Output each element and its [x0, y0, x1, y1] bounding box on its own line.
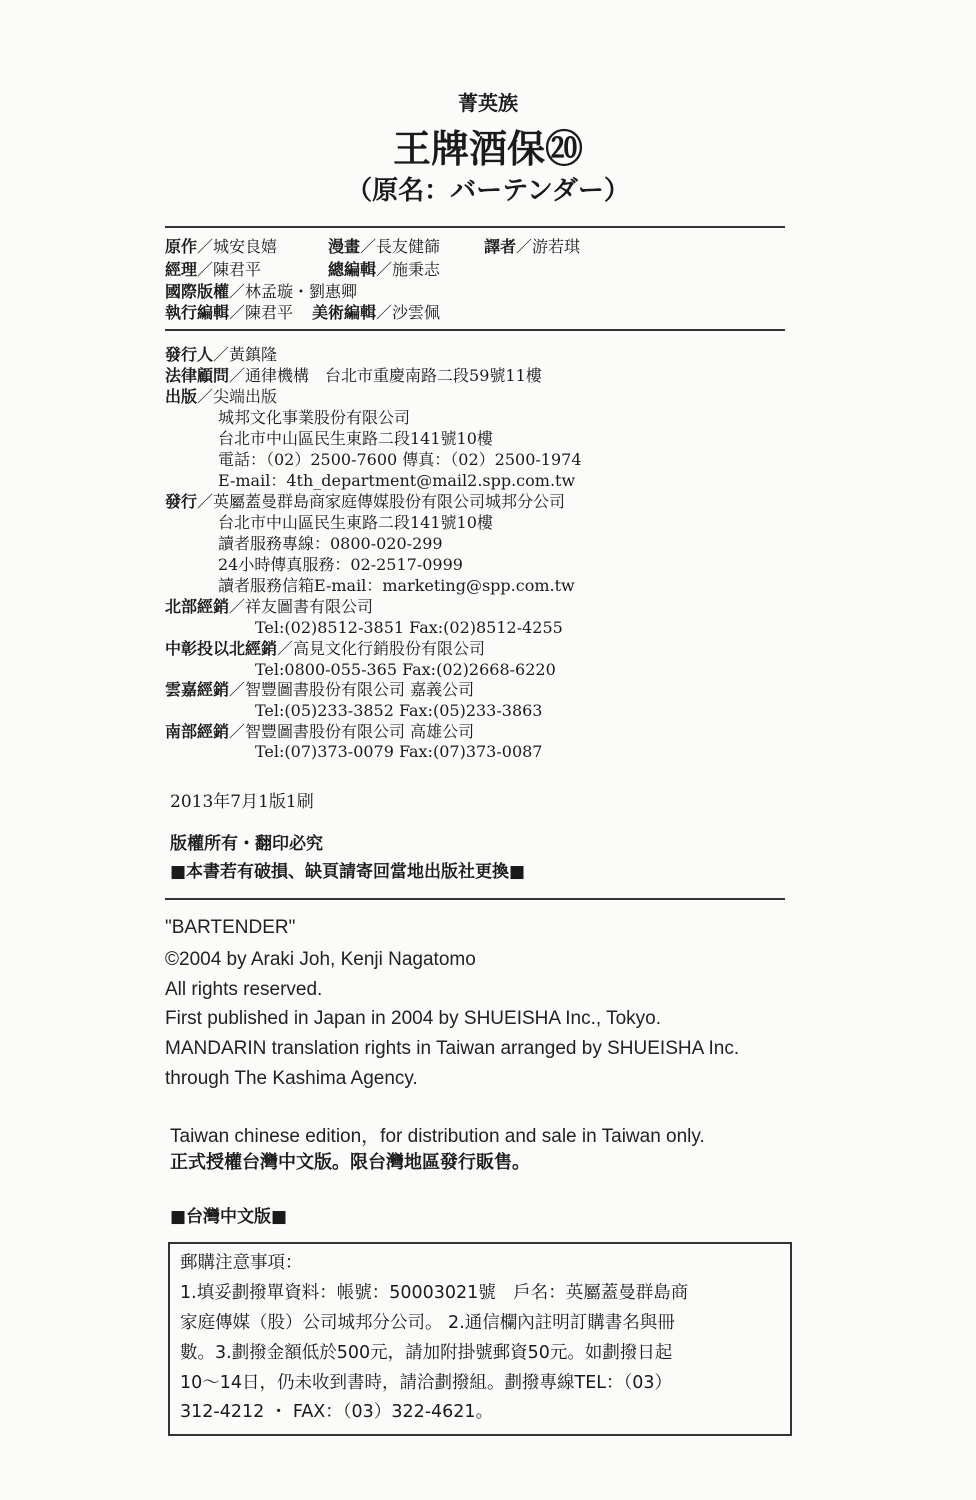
divider — [165, 329, 785, 331]
publishing-line: 電話：（02）2500-7600 傳真：（02）2500-1974 — [218, 450, 582, 469]
english-rights: All rights reserved. — [165, 979, 323, 1000]
credit-artist: 漫畫／長友健篩 — [328, 237, 441, 256]
distributor-central: 中彰投以北經銷／高見文化行銷股份有限公司 — [165, 639, 486, 658]
distribution-line: 讀者服務專線：0800-020-299 — [218, 534, 443, 553]
edition-date: 2013年7月1版1刷 — [170, 792, 314, 812]
credit-translator: 譯者／游若琪 — [484, 237, 581, 256]
edition-label: ■台灣中文版■ — [170, 1207, 288, 1227]
copyright-notice: 版權所有・翻印必究 — [170, 834, 323, 854]
mail-order-heading: 郵購注意事項： — [180, 1253, 303, 1273]
english-agency: through The Kashima Agency. — [165, 1068, 418, 1089]
credit-rights: 國際版權／林孟璇・劉惠卿 — [165, 282, 358, 301]
credit-art-editor: 美術編輯／沙雲佩 — [312, 303, 441, 322]
original-title: （原名：バーテンダー） — [346, 176, 630, 206]
credit-exec-editor: 執行編輯／陳君平 — [165, 303, 294, 322]
series-name: 菁英族 — [458, 91, 518, 115]
publishing: 出版／尖端出版 — [165, 387, 278, 406]
divider — [165, 226, 785, 228]
publishing-line: 台北市中山區民生東路二段141號10樓 — [218, 429, 493, 448]
english-title: "BARTENDER" — [165, 917, 296, 938]
distribution-line: 台北市中山區民生東路二段141號10樓 — [218, 513, 493, 532]
distribution: 發行／英屬蓋曼群島商家庭傳媒股份有限公司城邦分公司 — [165, 492, 566, 511]
distributor-contact: Tel:(05)233-3852 Fax:(05)233-3863 — [255, 701, 543, 720]
english-first-published: First published in Japan in 2004 by SHUEISHA Inc., Tokyo. — [165, 1008, 662, 1029]
mail-order-line: 312-4212 ・ FAX：（03）322-4621。 — [180, 1402, 494, 1422]
distributor-north: 北部經銷／祥友圖書有限公司 — [165, 597, 374, 616]
publisher-person: 發行人／黃鎮隆 — [165, 345, 278, 364]
book-title: 王牌酒保⑳ — [392, 127, 583, 171]
mail-order-line: 10～14日，仍未收到書時，請洽劃撥組。劃撥專線TEL：（03） — [180, 1373, 673, 1393]
replacement-notice: ■本書若有破損、缺頁請寄回當地出版社更換■ — [170, 862, 526, 882]
distribution-email: 讀者服務信箱E-mail：marketing@spp.com.tw — [218, 576, 575, 595]
english-translation: MANDARIN translation rights in Taiwan arranged by SHUEISHA Inc. — [165, 1038, 740, 1059]
distributor-south: 南部經銷／智豐圖書股份有限公司 高雄公司 — [165, 722, 475, 741]
credit-author: 原作／城安良嬉 — [165, 237, 278, 256]
territory-en: Taiwan chinese edition，for distribution and sale in Taiwan only. — [170, 1126, 705, 1147]
mail-order-box — [168, 1242, 792, 1436]
english-copyright: ©2004 by Araki Joh, Kenji Nagatomo — [165, 949, 476, 970]
divider — [165, 898, 785, 900]
distributor-contact: Tel:0800-055-365 Fax:(02)2668-6220 — [255, 660, 556, 679]
mail-order-line: 數。3.劃撥金額低於500元，請加附掛號郵資50元。如劃撥日起 — [180, 1343, 673, 1363]
distributor-contact: Tel:(02)8512-3851 Fax:(02)8512-4255 — [255, 618, 563, 637]
publishing-email: E-mail：4th_department@mail2.spp.com.tw — [218, 471, 576, 490]
distribution-line: 24小時傳真服務：02-2517-0999 — [218, 555, 463, 574]
credit-chief-editor: 總編輯／施秉志 — [328, 260, 441, 279]
publishing-line: 城邦文化事業股份有限公司 — [218, 408, 411, 427]
mail-order-line: 家庭傳媒（股）公司城邦分公司。 2.通信欄內註明訂購書名與冊 — [180, 1313, 675, 1333]
legal-counsel: 法律顧問／通律機構 台北市重慶南路二段59號11樓 — [165, 366, 542, 385]
mail-order-line: 1.填妥劃撥單資料：帳號：50003021號 戶名：英屬蓋曼群島商 — [180, 1283, 689, 1303]
distributor-yunjia: 雲嘉經銷／智豐圖書股份有限公司 嘉義公司 — [165, 680, 475, 699]
territory-zh: 正式授權台灣中文版。限台灣地區發行販售。 — [170, 1152, 530, 1173]
credit-manager: 經理／陳君平 — [165, 260, 262, 279]
distributor-contact: Tel:(07)373-0079 Fax:(07)373-0087 — [255, 742, 543, 761]
